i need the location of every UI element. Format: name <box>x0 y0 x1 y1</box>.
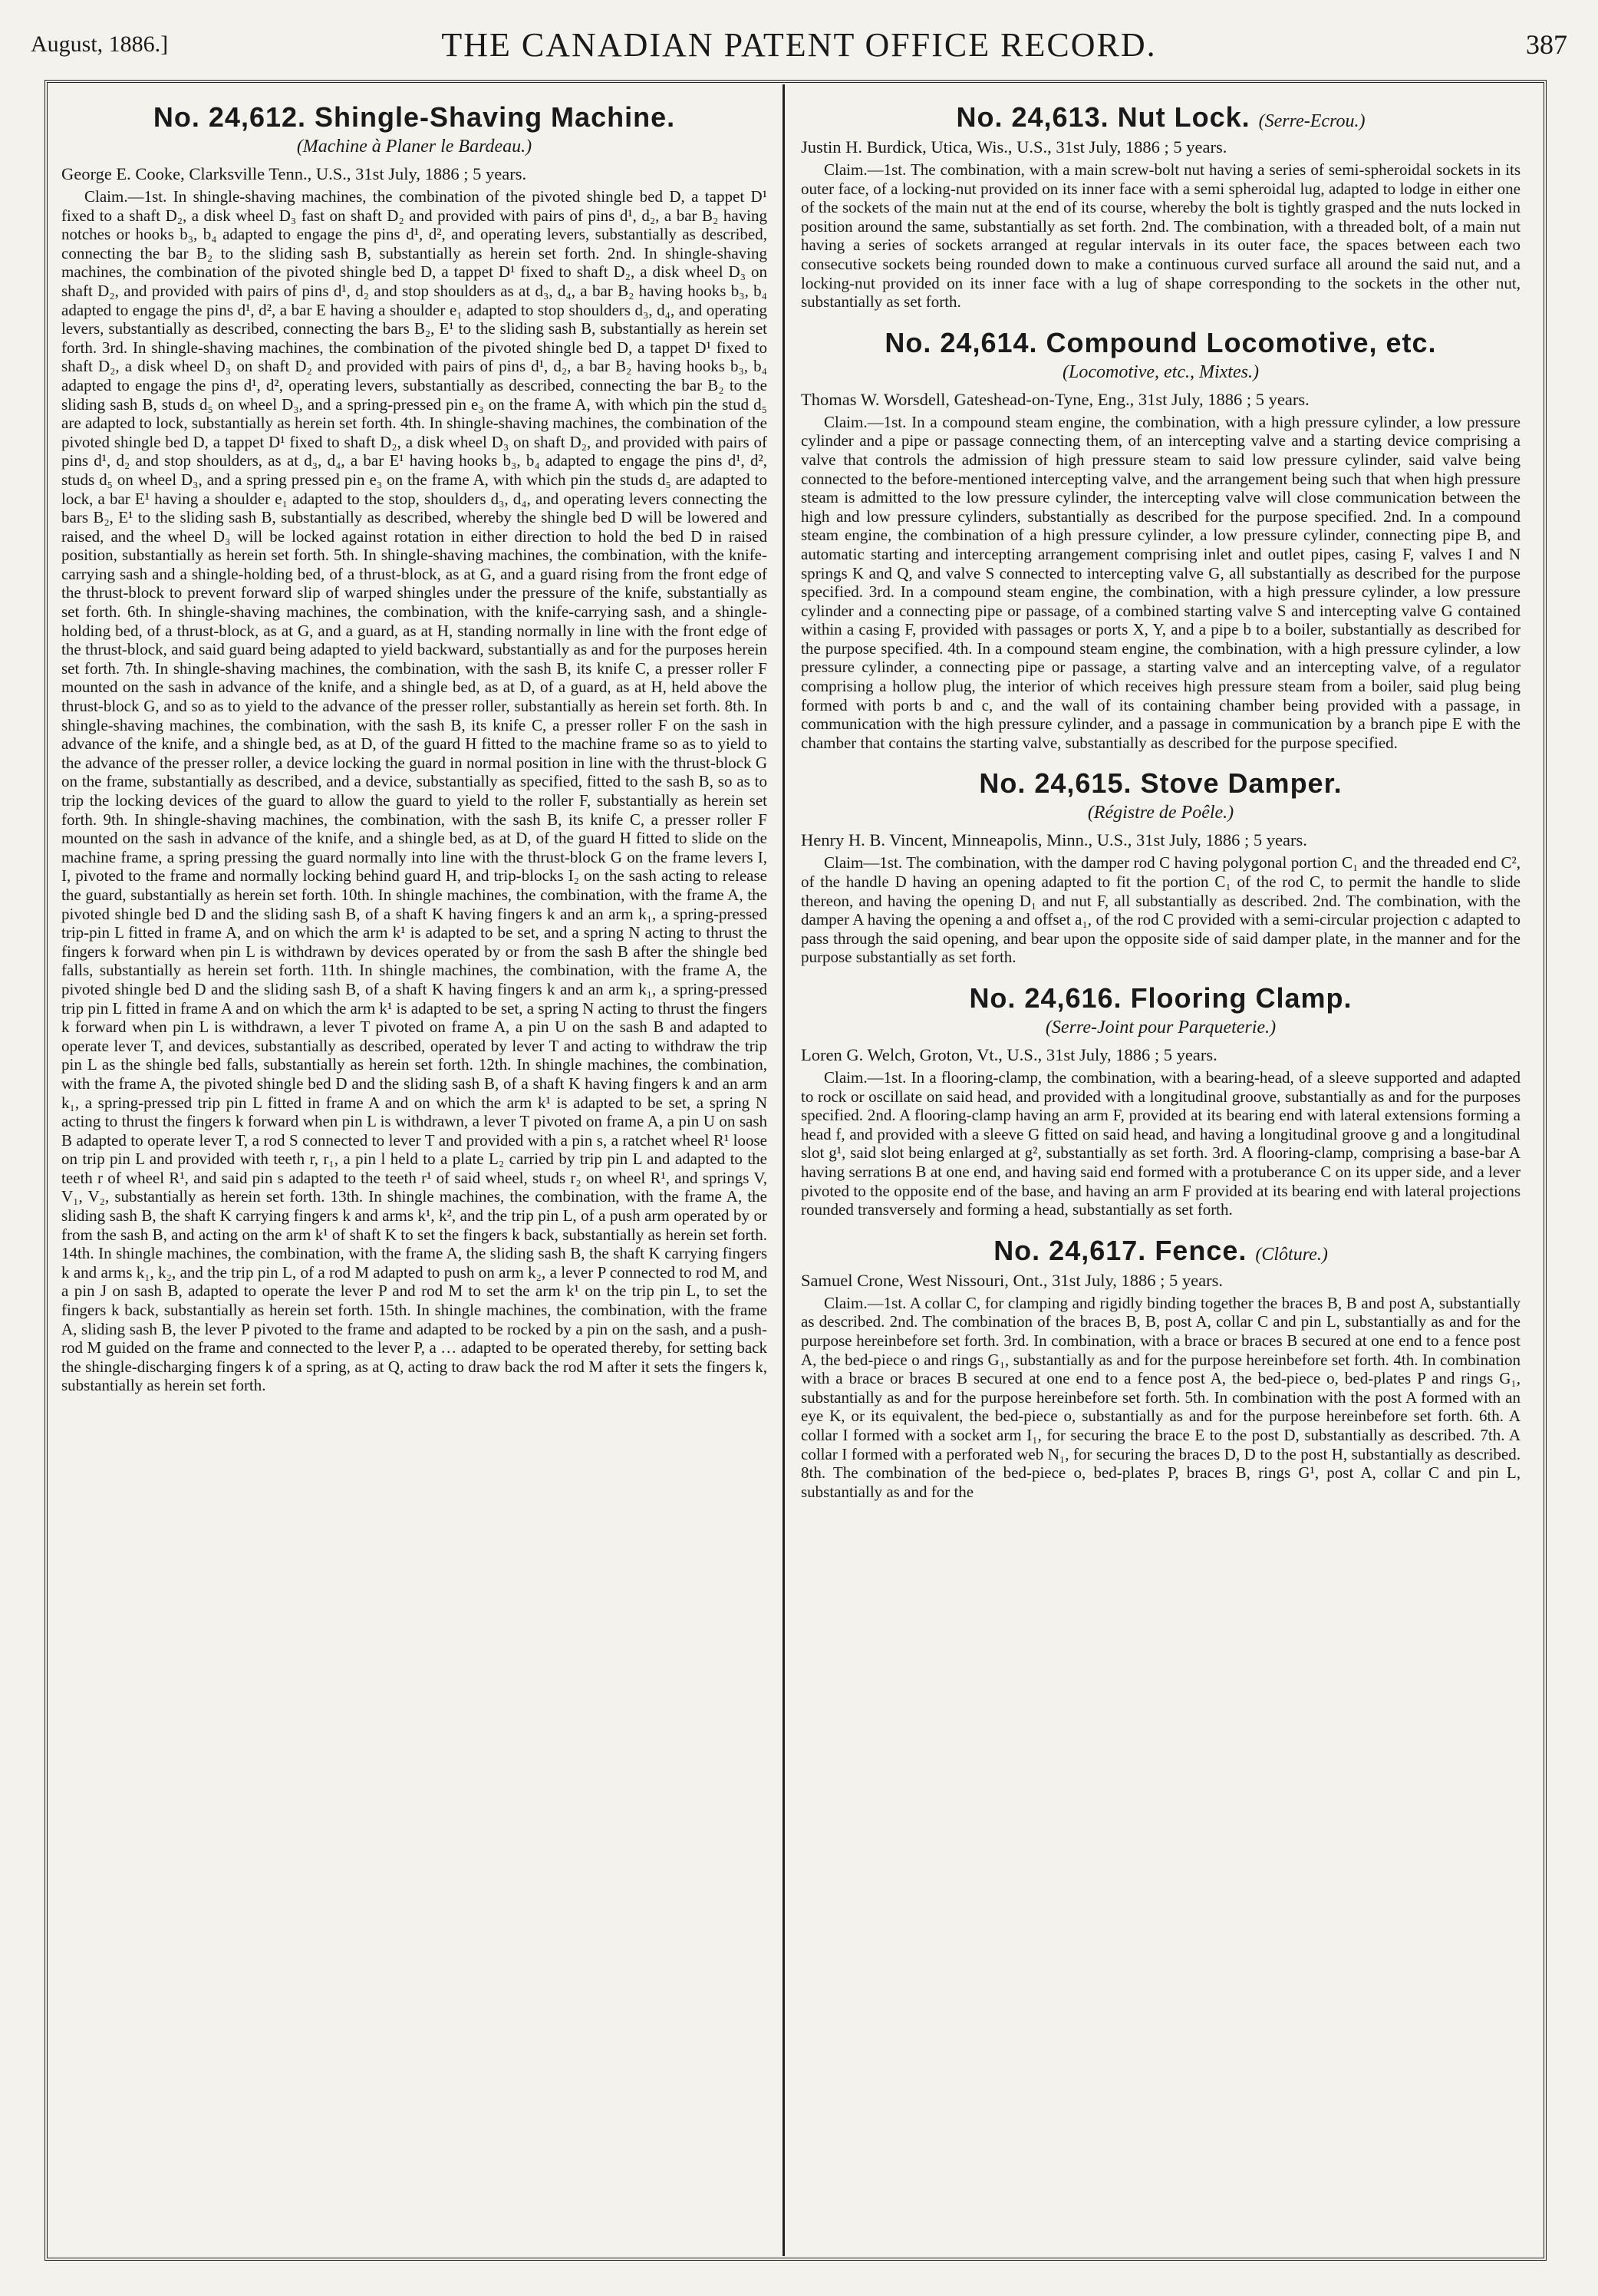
patent-entry <box>801 982 1521 1219</box>
claim-text: Claim.—1st. A collar C, for clamping and rigidly binding together the braces B, B and post A, substantially as described. 2nd. The combination of the braces B, B, post A, collar C and pin L, substantially as and for the purpose hereinbefore set forth. 3rd. In combination, with a brace or braces B secured at one end to a fence post A, the bed-piece o and rings G₁, substantially as and for the purpose hereinbefore set forth. 4th. In combination with a brace or braces B secured at one end to a fence post A, the bed-piece o, bed-plates P and rings G₁, substantially as and for the purpose hereinbefore set forth. 5th. In combination with the post A formed with an eye K, or its equivalent, the bed-piece o, substantially as and for the purpose hereinbefore set forth. 6th. A collar I formed with a socket arm I₁, for securing the brace E to the post D, substantially as described. 7th. A collar I formed with a perforated web N₁, for securing the braces D, D to the post H, substantially as described. 8th. The combination of the bed-piece o, bed-plates P, braces B, rings G¹, post A, collar C and pin L, substantially as and for the <box>801 1293 1521 1501</box>
claim-text: Claim.—1st. The combination, with a main screw-bolt nut having a series of semi-spheroidal sockets in its outer face, of a locking-nut provided on its inner face with a semi spheroidal lug, adapted to lodge in either one of the sockets of the main nut at the end of its course, whereby the bolt is tightly grasped and the nuts locked in position around the same, substantially as set forth. 2nd. The combination, with a threaded bolt, of a main nut having a series of sockets arranged at regular intervals in its outer face, the spaces between each two consecutive sockets being rounded down to make a continuous curved surface all around the said nut, and a locking-nut provided on its inner face with a lug of shape corresponding to the sockets in the other nut, substantially as set forth. <box>801 160 1521 312</box>
patent-number: No. 24,613. <box>956 101 1109 133</box>
french-title: (Serre-Ecrou.) <box>1258 111 1366 131</box>
entry-heading <box>801 982 1521 1014</box>
patent-title: Compound Locomotive, etc. <box>1046 326 1437 358</box>
patent-number: No. 24,612. <box>153 101 307 133</box>
patent-number: No. 24,617. <box>993 1234 1147 1266</box>
claim-text: Claim.—1st. In shingle-shaving machines, the combination of the pivoted shingle bed D, a tappet D¹ fixed to a shaft D₂, a disk wheel D₃ fast on shaft D₂ and provided with pairs of pins d¹, d₂, a bar B₂ having notches or hooks b₃, b₄ adapted to engage the pins d¹, d², and operating levers, substantially as described, connecting the bar B₂ to the sliding sash B, substantially as herein set forth. 2nd. In shingle-shaving machines, the combination of the pivoted shingle bed D, a tappet D¹ fixed to shaft D₂, a disk wheel D₃ on shaft D₂, and provided with pairs of pins d¹, d₂ and stop shoulders as at d₃, d₄, a bar B₂ having hooks b₃, b₄ adapted to engage the pins d¹, d², a bar E having a shoulder e₁ adapted to stop shoulders d₃, d₄, and operating levers, substantially as described, connecting the bars B₂, E¹ to the sliding sash B, substantially as herein set forth. 3rd. In shingle-shaving machines, the combination of the pivoted shingle bed D, a tappet D¹ fixed to shaft D₂, a disk wheel D₃ on shaft D₂ and provided with pairs of pins d¹, d₂, a bar B₂ having hooks b₃, b₄ adapted to engage the pins d¹, d², operating levers, substantially as described, connecting the bar B₂ to the sliding sash B, studs d₅ on wheel D₃, and a spring-pressed pin e₃ on the frame A, with which pin the stud d₅ are adapted to lock, substantially as herein set forth. 4th. In shingle-shaving machines, the combination of the pivoted shingle bed D, a tappet D¹ fixed to shaft D₂, a disk wheel D₃ on shaft D₂, and provided with pairs of pins d¹, d₂ and stop shoulders, as at d₃, d₄, a bar E¹ having hooks b₃, b₄ adapted to engage the pins d¹, d², studs d₅ on wheel D₃, and a spring pressed pin e₃ on the frame A, with which pin the studs d₅ are adapted to lock, a bar E¹ having a shoulder e₁ adapted to the stop, shoulders d₃, d₄, and operating levers connecting the bars B₂, E¹ to the sliding sash B, substantially as described, whereby the shingle bed D will be lowered and raised, and the wheel D₃ will be locked against rotation in either direction to hold the bed D in raised position, substantially as herein set forth. 5th. In shingle-shaving machines, the combination, with the knife-carrying sash and a shingle-holding bed, of a thrust-block, as at G, and a guard rising from the front edge of the thrust-block to prevent forward slip of warped shingles under the pressure of the knife, substantially as set forth. 6th. In shingle-shaving machines, the combination, with the knife-carrying sash, and a shingle-holding bed, of a thrust-block, as at G, and a guard, as at H, standing normally in line with the front edge of the thrust-block, and said guard being adapted to yield backward, substantially as and for the purposes herein set forth. 7th. In shingle-shaving machines, the combination, with the sash B, its knife C, a presser roller F mounted on the sash in advance of the knife, and a shingle bed, as at D, of a guard, as at H, held above the thrust-block G, and so as to yield to the advance of the presser roller, substantially as herein set forth. 8th. In shingle-shaving machines, the combination, with the sash B, its knife C, a presser roller F on the sash in advance of the knife, and a shingle bed, as at D, of the guard H fitted to the machine frame so as to yield to the advance of the presser roller, a device locking the guard in normal position in line with the thrust-block G on the frame, substantially as described, and a device, substantially as specified, fitted to the sash B, so as to trip the locking devices of the guard to allow the guard to yield to the roller F, substantially as herein set forth. 9th. In shingle-shaving machines, the combination, with the sash B, its knife C, a presser roller F mounted on the sash in advance of the knife, and a shingle bed, as at D, of the guard H fitted to slide on the machine frame, a spring pressing the guard normally into line with the thrust-block G on the frame levers I, I, pivoted to the frame and normally locking behind guard H, and trip-blocks I₂ on the sash acting to release the guard, substantially as herein set forth. 10th. In shingle machines, the combination, with the frame A, the pivoted shingle bed D and the sliding sash B, of a shaft K having fingers k and an arm k₁, a spring-pressed trip-pin L fitted in frame A, and on which the arm k¹ is adapted to be set, and a spring N acting to thrust the fingers k forward when pin L is withdrawn by devices operated by or from the sash B after the shingle bed falls, substantially as herein set forth. 11th. In shingle machines, the combination, with the frame A, the pivoted shingle bed D and the sliding sash B, of a shaft K having fingers k and an arm k₁, a spring-pressed trip pin L fitted in frame A and on which the arm k¹ is adapted to be set, a spring N acting to thrust the fingers k forward when pin L is withdrawn, a lever T pivoted on frame A, a pin U on the sash B and adapted to operate lever T, and devices, substantially as described, operated by lever T and acting to withdraw the trip pin L as the shingle bed falls, substantially as herein set forth. 12th. In shingle machines, the combination, with the frame A, the pivoted shingle bed D and the sliding sash B, of a shaft K having fingers k and an arm k₁, a spring-pressed trip pin L fitted in frame A and on which the arm k¹ is adapted to be set, a spring N acting to thrust the fingers k forward when pin L is withdrawn, a lever T pivoted on frame A, a pin U on sash B adapted to operate lever T, a rod S connected to lever T and provided with a pin s, a ratchet wheel R¹ loose on trip pin L and provided with teeth r, r₁, a pin l held to a plate L₂ carried by trip pin L and adapted to the teeth r of wheel R¹, and said pin s adapted to the teeth r¹ of said wheel, studs r₂ on wheel R¹, and springs V, V₁, V₂, substantially as herein set forth. 13th. In shingle machines, the combination, with the frame A, the sliding sash B, the shaft K carrying fingers k and arms k¹, k², and the trip pin L, of a push arm operated by or from the sash B, and acting on the arm k¹ of shaft K to set the fingers k back, substantially as herein set forth. 14th. In shingle machines, the combination, with the frame A, the sliding sash B, the shaft K carrying fingers k and arms k₁, k₂, and the trip pin L, of a rod M adapted to push on arm k₂, a lever P connected to rod M, and a pin J on sash B, adapted to operate the lever P and rod M to set the arm k¹ on the trip pin L, to set the fingers k back, substantially as herein set forth. 15th. In shingle machines, the combination, with the frame A, sliding sash B, the lever P pivoted to the frame and adapted to be rocked by a pin on the sash, and a push-rod M guided on the frame and connected to the lever P, a … adapted to be operated thereby, for setting back the shingle-discharging fingers k of a spring, as at Q, acting to draw back the rod M after it sets the fingers k, substantially as herein set forth. <box>61 187 767 1395</box>
entry-heading <box>801 327 1521 359</box>
claim-text: Claim.—1st. In a flooring-clamp, the combination, with a bearing-head, of a sleeve supported and adapted to rock or oscillate on said head, and provided with a longitudinal groove, substantially as and for the purposes specified. 2nd. A flooring-clamp having an arm F, provided at its bearing end with lateral extensions forming a head f, and provided with a sleeve G fitted on said head, and having a longitudinal groove g and a longitudinal slot g¹, said slot being enlarged at g², substantially as set forth. 3rd. A flooring-clamp, comprising a base-bar A having serrations B at one end, and having said end formed with a protuberance C on its upper side, and a lever pivoted to the opposite end of the base, and having an arm F provided at its bearing end with lateral projections rounded transversely and forming a head, substantially as set forth. <box>801 1068 1521 1219</box>
patent-number: No. 24,614. <box>885 326 1038 358</box>
patent-entry <box>801 1235 1521 1502</box>
french-title: (Serre-Joint pour Parqueterie.) <box>1045 1018 1277 1037</box>
patent-number: No. 24,615. <box>979 767 1132 800</box>
patent-number: No. 24,616. <box>969 982 1122 1014</box>
french-title: (Clôture.) <box>1255 1244 1328 1265</box>
patent-entry <box>61 101 767 1395</box>
patent-entry <box>801 101 1521 312</box>
inventor-line: Loren G. Welch, Groton, Vt., U.S., 31st July, 1886 ; 5 years. <box>801 1045 1217 1064</box>
patent-title: Stove Damper. <box>1140 767 1343 800</box>
journal-title: THE CANADIAN PATENT OFFICE RECORD. <box>441 25 1157 64</box>
header-date: August, 1886.] <box>31 31 169 57</box>
patent-title: Nut Lock. <box>1117 101 1250 133</box>
inventor-line: Thomas W. Worsdell, Gateshead-on-Tyne, Eng., 31st July, 1886 ; 5 years. <box>801 389 1310 409</box>
french-title: (Régistre de Poêle.) <box>1087 803 1234 823</box>
french-title: (Machine à Planer le Bardeau.) <box>296 137 532 157</box>
inventor-line: Justin H. Burdick, Utica, Wis., U.S., 31st July, 1886 ; 5 years. <box>801 137 1227 157</box>
claim-text: Claim.—1st. In a compound steam engine, the combination, with a high pressure cylinder, a low pressure cylinder and a pipe or passage connecting them, of an intercepting valve and a starting device comprising a valve that controls the admission of high pressure steam to said low pressure cylinder, said valve being connected to the before-mentioned intercepting valve, and the arrangement being such that when high pressure steam is admitted to the low pressure cylinder, the intercepting valve will close communication between the high and low pressure cylinders, substantially as described for the purpose specified. 2nd. In a compound steam engine, the combination of a high pressure cylinder, a low pressure cylinder, connecting pipe B, and automatic starting and intercepting arrangement comprising inlet and outlet pipes, casing F, valves I and N springs K and Q, and valve S connected to intercepting valve G, all substantially as described for the purpose specified. 3rd. In a compound steam engine, the combination, with a high pressure cylinder, a low pressure cylinder and a connecting pipe or passage, of a combined starting valve S and intercepting valve G contained within a casing F, provided with passages or ports X, Y, and a pipe b to a boiler, substantially as described for the purpose specified. 4th. In a compound steam engine, the combination, with a high pressure cylinder, a low pressure cylinder, a connecting pipe or passage, a starting valve and an intercepting valve, of a regulator comprising a hollow plug, the interior of which receives high pressure steam from a boiler, said plug being formed with ports b and c, and the wall of its containing chamber being provided with a passage, in communication with the high pressure cylinder, and a passage in communication by a branch pipe E with the chamber that contains the starting valve, substantially as described for the purpose specified. <box>801 412 1521 752</box>
entry-heading <box>801 101 1521 134</box>
entry-heading <box>61 101 767 134</box>
running-head <box>31 21 1567 68</box>
column-divider <box>783 84 785 2256</box>
patent-title: Flooring Clamp. <box>1130 982 1353 1014</box>
right-column <box>801 95 1521 2244</box>
inventor-line: Samuel Crone, West Nissouri, Ont., 31st July, 1886 ; 5 years. <box>801 1270 1224 1290</box>
inventor-line: George E. Cooke, Clarksville Tenn., U.S., 31st July, 1886 ; 5 years. <box>61 164 527 183</box>
entry-heading <box>801 1235 1521 1267</box>
french-title: (Locomotive, etc., Mixtes.) <box>1063 361 1259 382</box>
inventor-line: Henry H. B. Vincent, Minneapolis, Minn., U.S., 31st July, 1886 ; 5 years. <box>801 830 1307 850</box>
patent-entry <box>801 767 1521 967</box>
patent-entry <box>801 327 1521 753</box>
patent-title: Shingle-Shaving Machine. <box>315 101 676 133</box>
left-column <box>61 95 767 2244</box>
page-number: 387 <box>1526 29 1567 60</box>
entry-heading <box>801 767 1521 800</box>
patent-title: Fence. <box>1155 1234 1247 1266</box>
claim-text: Claim—1st. The combination, with the damper rod C having polygonal portion C₁ and the threaded end C², of the handle D having an opening adapted to fit the portion C₁ of the rod C, to permit the handle to slide thereon, and having the opening D₁ and nut F, all substantially as described. 2nd. The combination, with the damper A having the opening a and offset a₁, of the rod C provided with a semi-circular projection c adapted to pass through the said opening, and bear upon the opposite side of said damper plate, in the manner and for the purpose substantially as set forth. <box>801 853 1521 967</box>
